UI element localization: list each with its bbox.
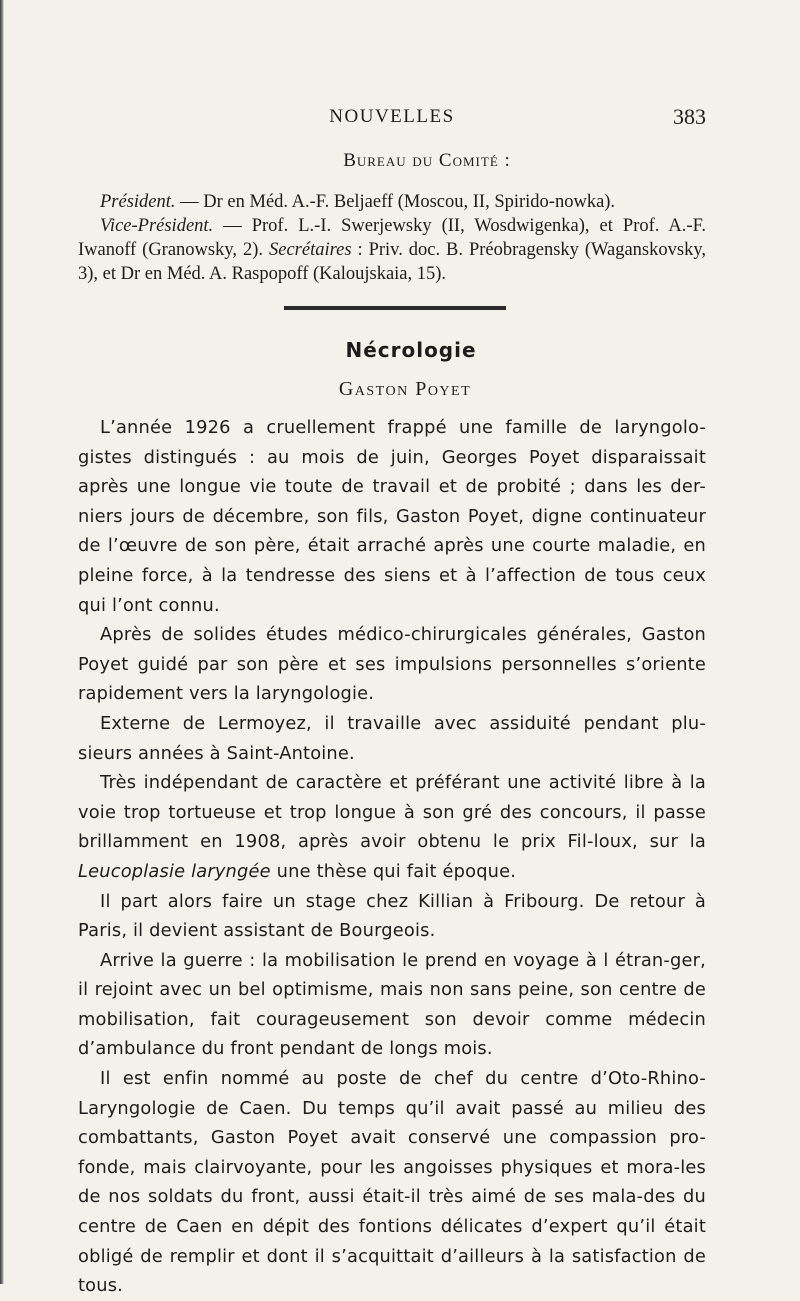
obituary-body bbox=[78, 413, 706, 1301]
committee-body bbox=[78, 190, 706, 286]
president-text: — Dr en Méd. A.-F. Beljaeff (Moscou, II, Spirido-nowka). bbox=[175, 192, 616, 212]
obituary-text: Très indépendant de caractère et préférant une activité libre à la voie trop tortueuse et trop longue à son gré des concours, il passe brillamment en 1908, après avoir obtenu le prix Fil-loux, sur la bbox=[78, 772, 706, 853]
page-number: 383 bbox=[673, 104, 706, 129]
obituary-name: Gaston Poyet bbox=[338, 378, 472, 400]
running-title: NOUVELLES bbox=[329, 106, 455, 127]
committee-president bbox=[78, 190, 706, 214]
obituary-paragraph: Il part alors faire un stage chez Killian à Fribourg. De retour à Paris, il devient assistant de Bourgeois. bbox=[78, 890, 706, 942]
obituary-paragraph: Après de solides études médico-chirurgicales générales, Gaston Poyet guidé par son père et ses impulsions personnelles s’oriente rapidement vers la laryngologie. bbox=[78, 624, 706, 705]
obituary-paragraph: Externe de Lermoyez, il travaille avec assiduité pendant plu-sieurs années à Saint-Antoine. bbox=[78, 712, 706, 764]
obituary-paragraph: L’année 1926 a cruellement frappé une famille de laryngolo-gistes distingués : au mois de juin, Georges Poyet disparaissait après une longue vie toute de travail et de probité ; dans les der-niers jours de décembre, son fils, Gaston Poyet, digne continuateur de l’œuvre de son père, était arraché après une courte maladie, en pleine force, à la tendresse des siens et à l’affection de tous ceux qui l’ont connu. bbox=[78, 417, 706, 616]
committee-heading: Bureau du Comité : bbox=[343, 150, 511, 171]
obituary-paragraph: Il est enfin nommé au poste de chef du centre d’Oto-Rhino-Laryngologie de Caen. Du temps qu’il avait passé au milieu des combattants, Gaston Poyet avait conservé une compassion pro-fonde, mais clairvoyante, pour les angoisses physiques et mora-les de nos soldats du front, aussi était-il très aimé de ses mala-des du centre de Caen en dépit des fontions délicates d’expert qu’il était obligé de remplir et dont il s’acquittait d’ailleurs à la satisfaction de tous. bbox=[78, 1068, 706, 1297]
running-head bbox=[78, 106, 706, 132]
thesis-title: Leucoplasie laryngée bbox=[78, 860, 271, 882]
page-content bbox=[78, 150, 706, 1301]
page-edge bbox=[0, 0, 4, 1284]
president-label: Président. bbox=[100, 192, 176, 212]
obituary-paragraph bbox=[78, 768, 706, 886]
obituary-paragraph: Arrive la guerre : la mobilisation le prend en voyage à l étran-ger, il rejoint avec un bel optimisme, mais non sans peine, son centre de mobilisation, fait courageusement son devoir comme médecin d’ambulance du front pendant de longs mois. bbox=[78, 949, 706, 1060]
obituary-text: une thèse qui fait époque. bbox=[270, 860, 517, 882]
secretaires-text: : Priv. doc. B. Préobragensky (Waganskovsky, 3), et Dr en Méd. A. Raspopoff (Kaloujskaia, 15). bbox=[78, 240, 706, 284]
section-divider bbox=[284, 306, 506, 310]
vice-president-text: — Prof. L.-I. Swerjewsky (II, Wosdwigenka), et Prof. A.-F. Iwanoff (Granowsky, 2). bbox=[78, 216, 706, 260]
vice-president-label: Vice-Président. bbox=[100, 216, 214, 236]
section-title: Nécrologie bbox=[345, 338, 477, 362]
committee-vice-president bbox=[78, 214, 706, 286]
secretaires-label: Secrétaires bbox=[268, 240, 352, 260]
